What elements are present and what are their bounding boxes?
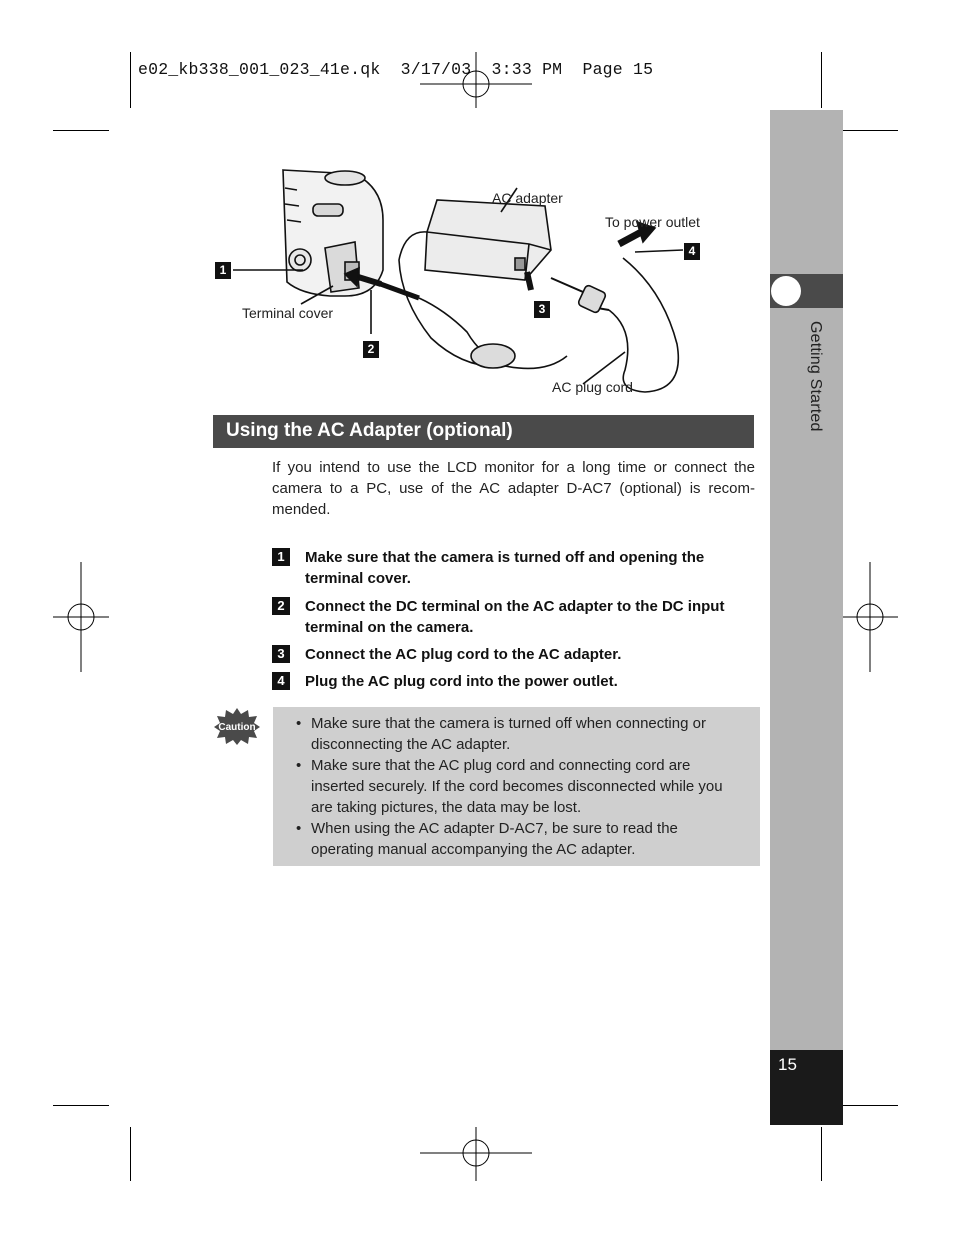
label-ac-plug-cord: AC plug cord: [552, 379, 633, 395]
print-slug: e02_kb338_001_023_41e.qk 3/17/03 3:33 PM Page 15: [138, 60, 654, 79]
step-text: Connect the AC plug cord to the AC adapter.: [305, 646, 622, 663]
page-number: 15: [778, 1055, 797, 1074]
caution-burst-icon: [213, 707, 261, 750]
step-number: 2: [272, 597, 290, 615]
caution-item: • When using the AC adapter D-AC7, be sure to read the operating manual accompanying the AC adapter.: [296, 820, 678, 858]
illustration-drawing: [205, 160, 715, 400]
caution-item: • Make sure that the camera is turned off when connecting or disconnecting the AC adapter.: [296, 715, 706, 753]
figure-callout-4: 4: [684, 243, 700, 260]
step-text: Connect the DC terminal on the AC adapter to the DC input terminal on the camera.: [305, 598, 725, 636]
label-terminal-cover: Terminal cover: [242, 305, 334, 321]
step-number: 4: [272, 672, 290, 690]
step-text: Plug the AC plug cord into the power outlet.: [305, 673, 618, 690]
caution-list: [296, 713, 736, 860]
label-to-power-outlet: To power outlet: [605, 214, 700, 230]
step-number: 3: [272, 645, 290, 663]
caution-icon-label: Caution: [218, 722, 256, 733]
section-title: Using the AC Adapter (optional): [226, 420, 513, 441]
section-marker-circle: [771, 276, 801, 306]
intro-paragraph: If you intend to use the LCD monitor for a long time or connect the camera to a PC, use of the AC adapter D-AC7 (optional) is recom-mended.: [272, 459, 755, 518]
step-number: 1: [272, 548, 290, 566]
figure-callout-3: 3: [534, 301, 550, 318]
caution-item: • Make sure that the AC plug cord and connecting cord are inserted securely. If the cord becomes disconnected while you are taking pictures, the data may be lost.: [296, 757, 723, 816]
figure-callout-1: 1: [215, 262, 231, 279]
ac-adapter-illustration: [205, 160, 715, 400]
section-label: Getting Started: [807, 321, 824, 432]
label-ac-adapter: AC adapter: [492, 190, 563, 206]
step-text: Make sure that the camera is turned off and opening the terminal cover.: [305, 549, 705, 587]
figure-callout-2: 2: [363, 341, 379, 358]
section-sidebar: [770, 110, 843, 1125]
